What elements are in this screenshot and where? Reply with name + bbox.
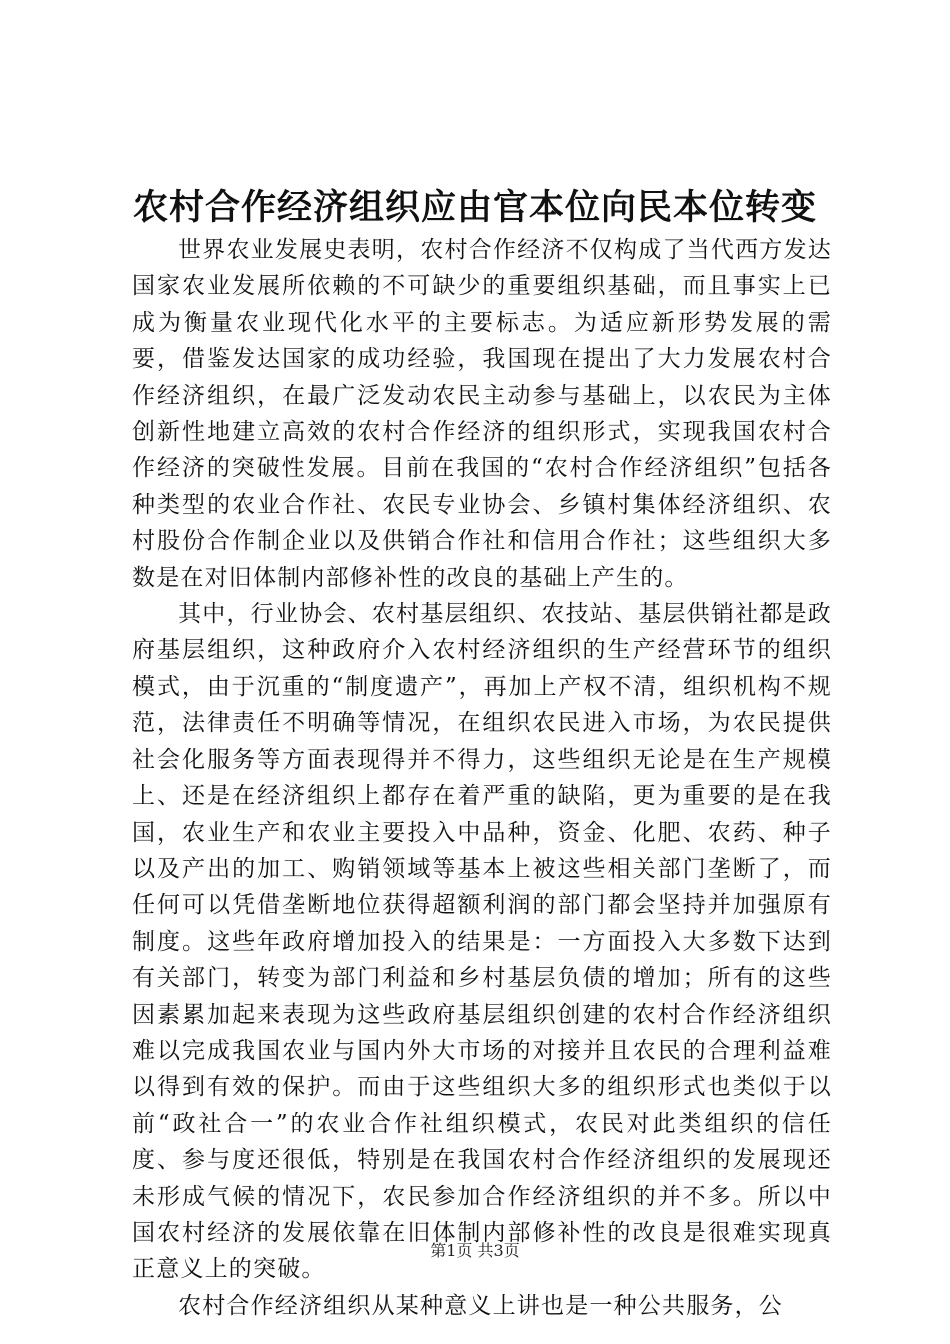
document-title: 农村合作经济组织应由官本位向民本位转变 xyxy=(132,187,817,228)
paragraph-1: 世界农业发展史表明，农村合作经济不仅构成了当代西方发达国家农业发展所依赖的不可缺少的重要组织基础，而且事实上已成为衡量农业现代化水平的主要标志。为适应新形势发展的需要，借鉴发达国家的成功经验，我国现在提出了大力发展农村合作经济组织，在最广泛发动农民主动参与基础上，以农民为主体创新性地建立高效的农村合作经济的组织形式，实现我国农村合作经济的突破性发展。目前在我国的“农村合作经济组织”包括各种类型的农业合作社、农民专业协会、乡镇村集体经济组织、农村股份合作制企业以及供销合作社和信用合作社；这些组织大多数是在对旧体制内部修补性的改良的基础上产生的。 xyxy=(132,237,832,591)
paragraph-3: 农村合作经济组织从某种意义上讲也是一种公共服务，公 xyxy=(178,1292,783,1319)
paragraph-2: 其中，行业协会、农村基层组织、农技站、基层供销社都是政府基层组织，这种政府介入农村经济组织的生产经营环节的组织模式，由于沉重的“制度遗产”，再加上产权不清，组织机构不规范，法律责任不明确等情况，在组织农民进入市场，为农民提供社会化服务等方面表现得并不得力，这些组织无论是在生产规模上、还是在经济组织上都存在着严重的缺陷，更为重要的是在我国，农业生产和农业主要投入中品种，资金、化肥、农药、种子以及产出的加工、购销领域等基本上被这些相关部门垄断了，而任何可以凭借垄断地位获得超额利润的部门都会坚持并加强原有制度。这些年政府增加投入的结果是：一方面投入大多数下达到有关部门，转变为部门利益和乡村基层负债的增加；所有的这些因素累加起来表现为这些政府基层组织创建的农村合作经济组织难以完成我国农业与国内外大市场的对接并且农民的合理利益难以得到有效的保护。而由于这些组织大多的组织形式也类似于以前“政社合一”的农业合作社组织模式，农民对此类组织的信任度、参与度还很低，特别是在我国农村合作经济组织的发展现还未形成气候的情况下，农民参加合作经济组织的并不多。所以中国农村经济的发展依靠在旧体制内部修补性的改良是很难实现真正意义上的突破。 xyxy=(132,601,832,1283)
document-body xyxy=(132,232,832,1324)
page-footer: 第1页 共3页 xyxy=(430,1241,520,1260)
